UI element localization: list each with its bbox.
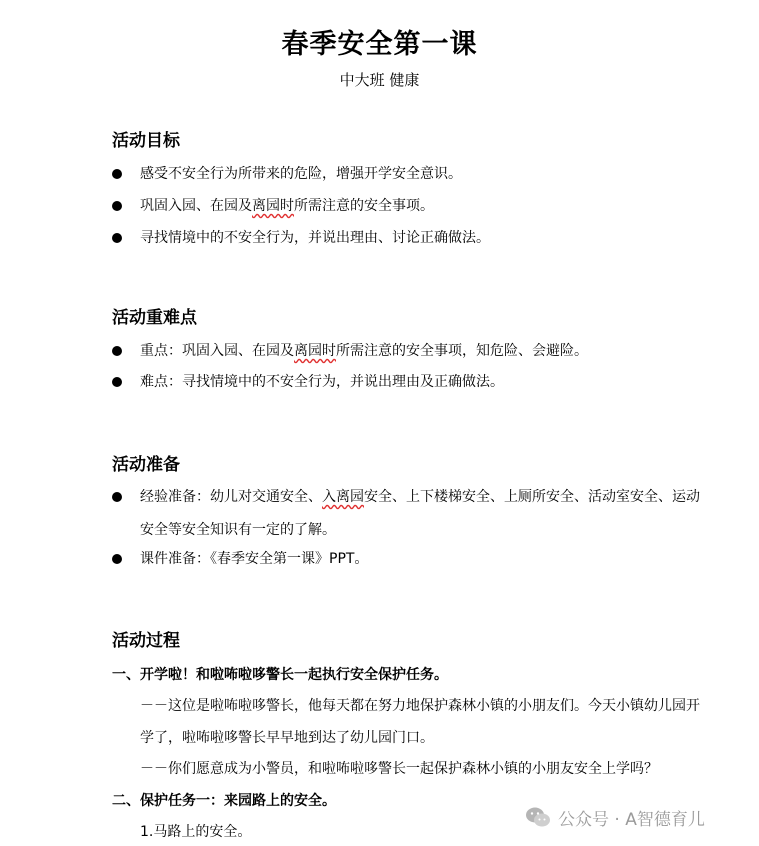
- wechat-icon: [525, 806, 551, 828]
- bullet-icon: [112, 377, 122, 387]
- bullet-icon: [112, 233, 122, 243]
- list-item-continuation: 安全等安全知识有一定的了解。: [140, 522, 336, 538]
- section-heading-keypoints: 活动重难点: [112, 308, 197, 328]
- list-item-text: 重点：巩固入园、在园及离园时所需注意的安全事项，知危险、会避险。: [140, 343, 588, 359]
- list-item-text: 寻找情境中的不安全行为，并说出理由、讨论正确做法。: [140, 230, 490, 246]
- page-title: 春季安全第一课: [281, 29, 478, 60]
- watermark-text: 公众号 · A智德育儿: [558, 809, 705, 830]
- bullet-icon: [112, 554, 122, 564]
- paragraph: －－这位是啦咘啦哆警长，他每天都在努力地保护森林小镇的小朋友们。今天小镇幼儿园开: [140, 698, 700, 714]
- list-item-text: 感受不安全行为所带来的危险，增强开学安全意识。: [140, 166, 462, 182]
- section-heading-prep: 活动准备: [112, 455, 180, 475]
- bullet-icon: [112, 201, 122, 211]
- bullet-icon: [112, 346, 122, 356]
- section-heading-process: 活动过程: [112, 631, 180, 651]
- spellcheck-mark: 入离园: [322, 489, 364, 505]
- spellcheck-mark: 离园时: [252, 198, 294, 214]
- list-item-text: 经验准备：幼儿对交通安全、入离园安全、上下楼梯安全、上厕所安全、活动室安全、运动: [140, 489, 700, 505]
- spellcheck-mark: 离园时: [294, 343, 336, 359]
- list-item-text: 巩固入园、在园及离园时所需注意的安全事项。: [140, 198, 434, 214]
- paragraph: 1.马路上的安全。: [140, 824, 252, 840]
- paragraph: －－你们愿意成为小警员，和啦咘啦哆警长一起保护森林小镇的小朋友安全上学吗？: [140, 761, 658, 777]
- section-heading-goals: 活动目标: [112, 131, 180, 151]
- bullet-icon: [112, 169, 122, 179]
- paragraph: 学了，啦咘啦哆警长早早地到达了幼儿园门口。: [140, 730, 434, 746]
- step-title: 一、开学啦！和啦咘啦哆警长一起执行安全保护任务。: [112, 667, 448, 683]
- list-item-text: 难点：寻找情境中的不安全行为，并说出理由及正确做法。: [140, 374, 504, 390]
- bullet-icon: [112, 492, 122, 502]
- list-item-text: 课件准备：《春季安全第一课》PPT。: [140, 551, 369, 567]
- watermark: [525, 802, 751, 832]
- step-title: 二、保护任务一：来园路上的安全。: [112, 793, 336, 809]
- page-subtitle: 中大班 健康: [339, 71, 420, 89]
